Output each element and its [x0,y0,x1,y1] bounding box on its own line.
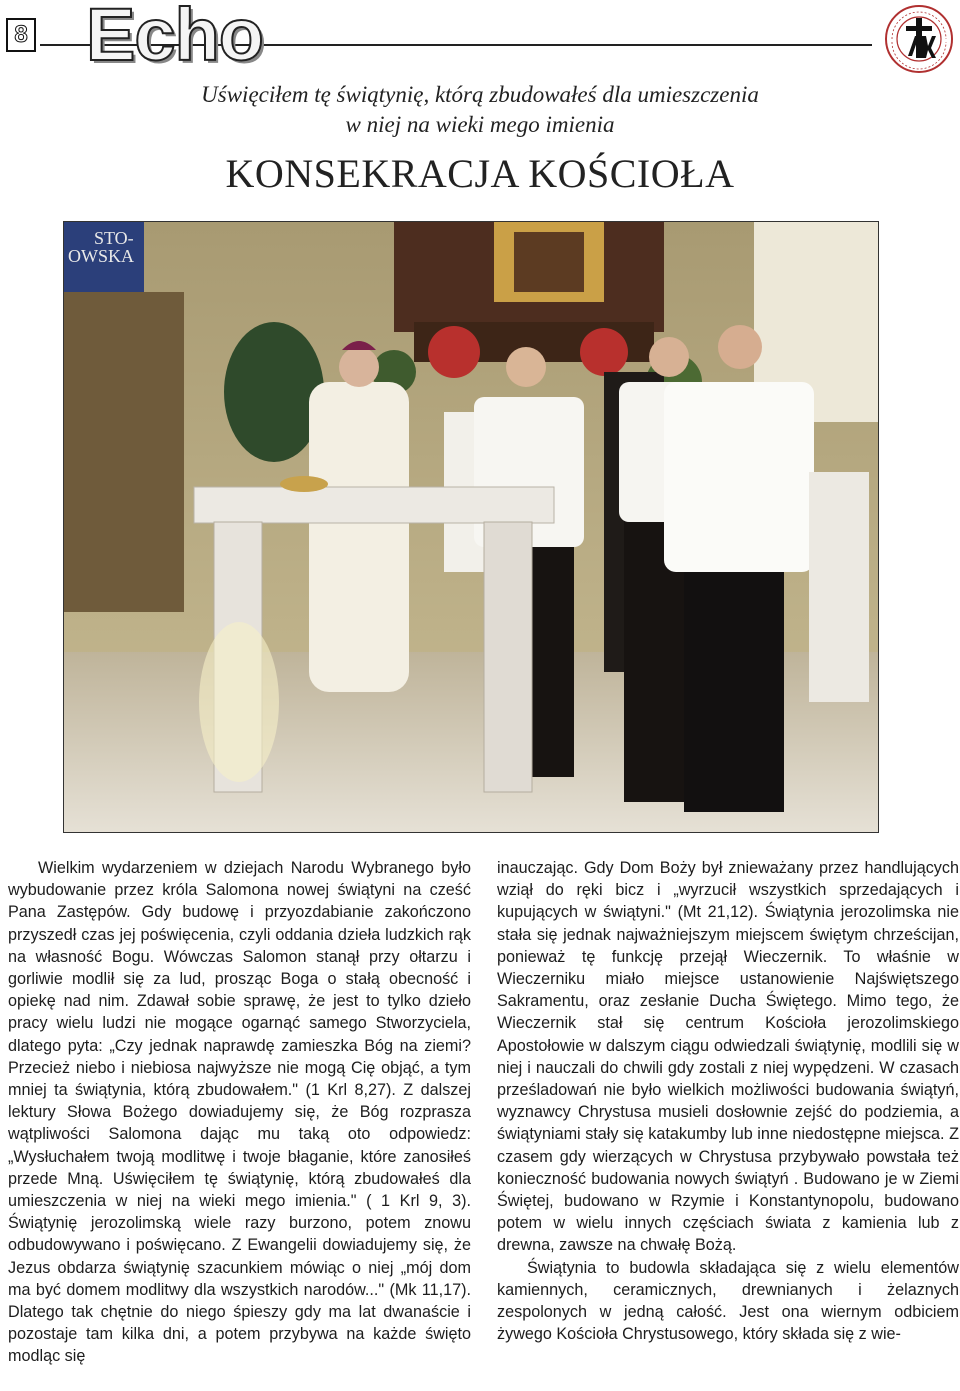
article-column-right [497,857,959,1345]
subtitle-line-2: w niej na wieki mego imienia [345,112,615,137]
page-number: 8 [6,18,36,52]
left-column-text: Wielkim wydarzeniem w dziejach Narodu Wybranego było wybudowanie przez króla Salomona nowej świątyni na cześć Pana Zastępów. Gdy budowę i przyozdabianie zakończono przyszedł czas jej poświęcenia, czyli oddania dzieła ludzkich rąk na własność Bogu. Wówczas Salomon stanął przy ołtarzu i gorliwie modlił się za lud, prosząc Boga o stałą obecność i opiekę nad nim. Zdawał sobie sprawę, że jest to tylko dzieło pracy wielu ludzi nie mogące ogarnąć samego Stworzyciela, dlatego pyta: „Czy jednak naprawdę zamieszka Bóg na ziemi? Przecież niebo i niebiosa najwyższe nie mogą Cię objąć, a tym mniej ta świątynia, którą zbudowałem." (1 Krl 8,27). Z dalszej lektury Słowa Bożego dowiadujemy się, że Bóg rozprasza wątpliwości Salomona dając mu taką oto odpowiedz: „Wysłuchałem twoją modlitwę i twoje błaganie, które zanosiłeś przede Mną. Uświęciłem tę świątynię, którą zbudowałeś dla umieszczenia w niej na wieki mego imienia." ( 1 Krl 9, 3). Świątynię jerozolimską wiele razy burzono, potem znowu odbudowywano i poświęcano. Z Ewangelii dowiadujemy się, że Jezus obdarza świątynię szacunkiem mówiąc o niej „mój dom ma być domem modlitwy dla wszystkich narodów..." (Mk 11,17). Dlatego tak chętnie do niego śpieszy gdy ma lat dwanaście i pozostaje tam kilka dni, a potem przybywa na każde święto modląc się [8,859,471,1366]
catholic-action-seal-logo [884,4,954,74]
right-column-paragraph-1: inauczając. Gdy Dom Boży był znieważany przez handlujących wziął do ręki bicz i „wyrzucił wszystkich sprzedających i kupujących w świątyni." (Mt 21,12). Świątynia jerozolimska nie stała się jednak najważniejszym miejscem świętym chrześcijan, ponieważ tę funkcję przejął Wieczernik. To właśnie w Wieczerniku miało miejsce ustanowienie Najświętszego Sakramentu, oraz zesłanie Ducha Świętego. Mimo tego, że Wieczernik stał się centrum Kościoła jerozolimskiego Apostołowie w dalszym ciągu odwiedzali świątynię, modlili się w niej i nauczali do chwili gdy zostali z niej wypędzeni. W czasach prześladowań nie było wielkich możliwości budowania świątyń, wyznawcy Chrystusa musieli dosłownie zejść do podziemia, a świątyniami stały się katakumby lub inne niedostępne miejsca. Z czasem gdy wierzących w Chrystusa przybywało powstała też konieczność budowania nowych świątyń . Budowano je w Ziemi Świętej, budowano w Rzymie i Konstantynopolu, budowano potem w wielu innych częściach świata z kamienia lub z drewna, zawsze na chwałę Bożą. [497,859,959,1255]
banner-text-2: OWSKA [68,246,134,266]
banner-text-1: STO- [94,228,134,248]
article-subtitle [150,80,810,140]
article-column-left [8,857,471,1368]
consecration-photo [63,221,879,833]
masthead-logo: Echo [86,0,263,76]
subtitle-line-1: Uświęciłem tę świątynię, którą zbudowałeś dla umieszczenia [201,82,759,107]
article-title: KONSEKRACJA KOŚCIOŁA [225,151,735,196]
right-column-paragraph-2: Świątynia to budowla składająca się z wielu elementów kamiennych, ceramicznych, drewnianych i żelaznych zespolonych w jedną całość. Jest ona wiernym odbiciem żywego Kościoła Chrystusowego, który składa się z wie- [497,1258,959,1344]
